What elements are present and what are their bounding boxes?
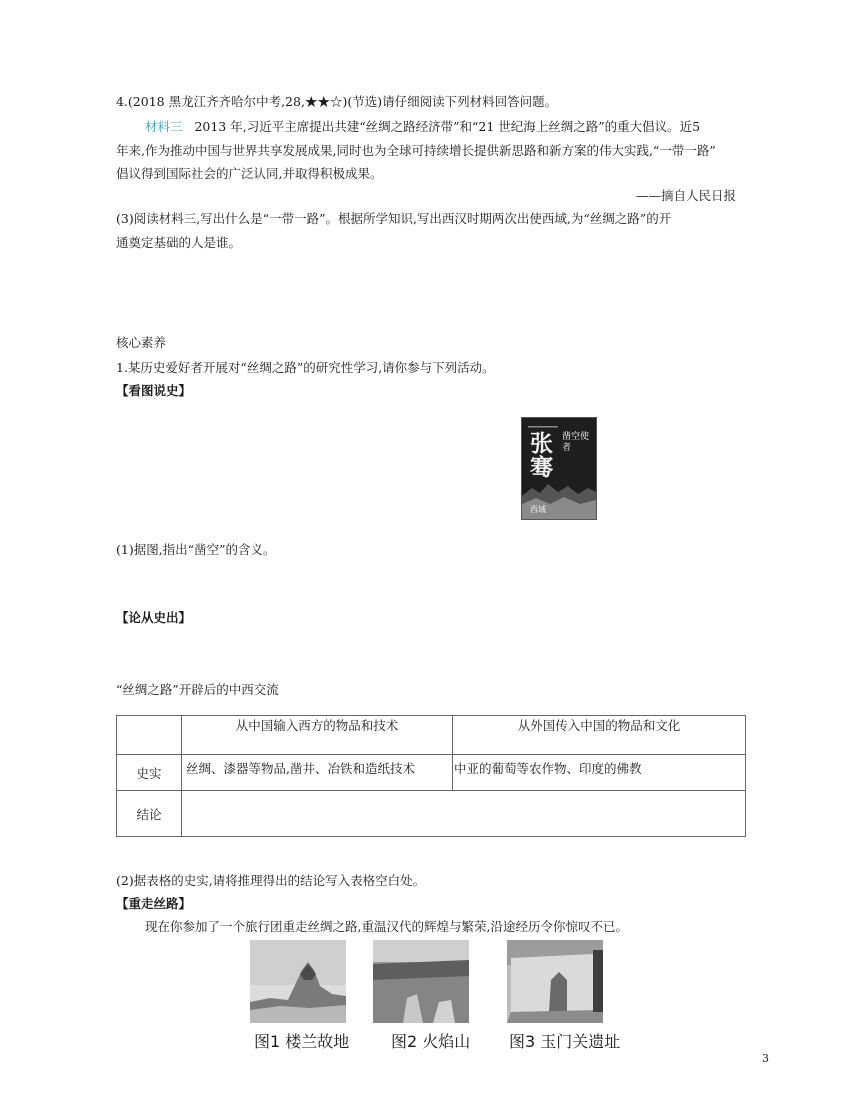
section-lun-cong-shi-chu: 【论从史出】 <box>116 610 192 625</box>
flaming-mountain-photo <box>373 940 469 1023</box>
subquestion3-line1: (3)阅读材料三,写出什么是“一带一路”。根据所学知识,写出西汉时期两次出使西域,为“丝绸之路”的开 <box>116 211 672 226</box>
facts-col1: 丝绸、漆器等物品,凿井、冶铁和造纸技术 <box>182 755 453 791</box>
table-row-conclusion <box>117 791 746 837</box>
caption-loulan: 图1 楼兰故地 <box>254 1032 350 1051</box>
table-title: “丝绸之路”开辟后的中西交流 <box>116 682 279 697</box>
table-header-col2: 从外国传入中国的物品和文化 <box>453 716 746 755</box>
material-paragraph-line1 <box>145 117 700 135</box>
loulan-photo <box>250 940 346 1023</box>
subquestion3-line2: 通奠定基础的人是谁。 <box>116 235 242 250</box>
yumen-pass-photo <box>507 940 603 1023</box>
table-header-row <box>117 716 746 755</box>
flaming-mountain-image <box>373 940 469 1023</box>
book-publisher-mark: 西域 <box>530 505 546 514</box>
core-question1: 1.某历史爱好者开展对“丝绸之路”的研究性学习,请你参与下列活动。 <box>116 360 495 375</box>
row-label-facts: 史实 <box>117 755 182 791</box>
loulan-image <box>250 940 346 1023</box>
subquestion1: (1)据图,指出“凿空”的含义。 <box>116 542 276 557</box>
conclusion-answer-cell[interactable] <box>182 791 746 837</box>
material-paragraph-line2: 年来,作为推动中国与世界共享发展成果,同时也为全球可持续增长提供新思路和新方案的伟大实践,“一带一路” <box>116 143 716 158</box>
material-text-1: 2013 年,习近平主席提出共建“丝绸之路经济带”和“21 世纪海上丝绸之路”的重大倡议。近5 <box>194 119 701 134</box>
table-corner-cell <box>117 716 182 755</box>
book-title-char-1: 张 <box>530 431 553 457</box>
facts-col2: 中亚的葡萄等农作物、印度的佛教 <box>453 755 746 791</box>
book-title-char-2: 骞 <box>530 455 553 481</box>
material-paragraph-line3: 倡议得到国际社会的广泛认同,并取得积极成果。 <box>116 166 383 181</box>
table-header-col1: 从中国输入西方的物品和技术 <box>182 716 453 755</box>
material-source: ——摘自人民日报 <box>636 188 737 203</box>
subquestion2: (2)据表格的史实,请将推理得出的结论写入表格空白处。 <box>116 873 426 888</box>
book-subtitle: 凿空使者 <box>562 432 590 453</box>
section-kantu-shuoshi: 【看图说史】 <box>116 383 192 398</box>
yumen-pass-image <box>507 940 603 1023</box>
zhang-qian-book-cover <box>521 417 597 520</box>
page-number: 3 <box>762 1052 769 1065</box>
caption-yumen-pass: 图3 玉门关遗址 <box>509 1032 621 1051</box>
question4-stem: 4.(2018 黑龙江齐齐哈尔中考,28,★★☆)(节选)请仔细阅读下列材料回答问题。 <box>116 94 558 109</box>
material-label: 材料三 <box>145 119 183 134</box>
section-chongzou-silu: 【重走丝路】 <box>116 896 192 911</box>
core-heading: 核心素养 <box>116 335 167 350</box>
exchange-table <box>116 715 746 837</box>
travel-intro: 现在你参加了一个旅行团重走丝绸之路,重温汉代的辉煌与繁荣,沿途经历令你惊叹不已。 <box>145 919 628 934</box>
caption-flaming-mountain: 图2 火焰山 <box>391 1032 471 1051</box>
table-row-facts <box>117 755 746 791</box>
row-label-conclusion: 结论 <box>117 791 182 837</box>
